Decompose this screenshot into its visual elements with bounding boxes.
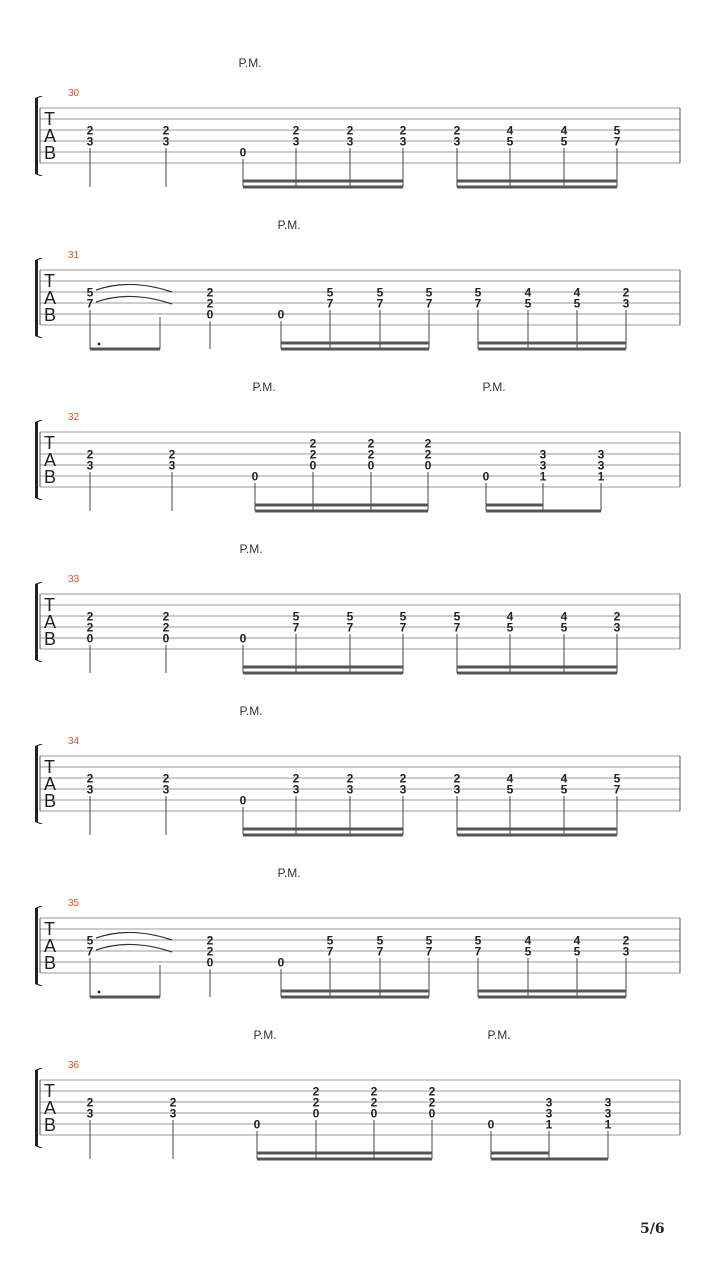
fret-number: 3	[604, 1095, 612, 1110]
fret-number: 3	[453, 134, 461, 149]
fret-number: 5	[524, 944, 532, 959]
tab-clef-letter: A	[44, 1098, 57, 1118]
fret-number: 3	[399, 782, 407, 797]
fret-number: 2	[86, 123, 94, 138]
fret-number: 7	[613, 782, 621, 797]
palm-mute-label: P.M.	[253, 1028, 277, 1042]
fret-number: 5	[474, 933, 482, 948]
tab-system	[35, 704, 680, 835]
fret-number: 3	[86, 782, 94, 797]
fret-number: 3	[545, 1106, 553, 1121]
fret-number: 0	[424, 458, 432, 473]
tab-system	[35, 542, 680, 673]
fret-number: 7	[86, 296, 94, 311]
fret-number: 4	[573, 285, 581, 300]
tab-clef-letter: B	[44, 791, 57, 811]
fret-number: 2	[86, 771, 94, 786]
fret-number: 2	[206, 285, 214, 300]
fret-number: 0	[162, 631, 170, 646]
tab-clef-letter: T	[44, 919, 55, 939]
palm-mute-label: P.M.	[487, 1028, 511, 1042]
tab-clef-letter: A	[44, 288, 57, 308]
fret-number: 7	[474, 296, 482, 311]
fret-number: 4	[524, 285, 532, 300]
palm-mute-label: P.M.	[239, 704, 263, 718]
fret-number: 3	[86, 458, 94, 473]
fret-number: 4	[506, 123, 514, 138]
tab-system	[35, 218, 680, 349]
tab-system	[35, 380, 680, 511]
tab-clef-letter: A	[44, 450, 57, 470]
fret-number: 5	[425, 285, 433, 300]
fret-number: 7	[399, 620, 407, 635]
fret-number: 0	[206, 955, 214, 970]
fret-number: 0	[86, 631, 94, 646]
fret-number: 2	[346, 771, 354, 786]
fret-number: 0	[428, 1106, 436, 1121]
fret-number: 7	[376, 296, 384, 311]
fret-number: 7	[346, 620, 354, 635]
fret-number: 5	[613, 123, 621, 138]
fret-number: 2	[453, 123, 461, 138]
fret-number: 0	[239, 631, 247, 646]
fret-number: 0	[370, 1106, 378, 1121]
fret-number: 0	[253, 1117, 261, 1132]
tab-clef-letter: B	[44, 1115, 57, 1135]
fret-number: 5	[573, 944, 581, 959]
fret-number: 4	[524, 933, 532, 948]
palm-mute-label: P.M.	[239, 542, 263, 556]
fret-number: 2	[453, 771, 461, 786]
fret-number: 7	[474, 944, 482, 959]
fret-number: 7	[326, 944, 334, 959]
fret-number: 5	[376, 285, 384, 300]
fret-number: 2	[206, 296, 214, 311]
fret-number: 0	[239, 145, 247, 160]
fret-number: 2	[86, 1095, 94, 1110]
slur	[96, 284, 172, 292]
fret-number: 2	[346, 123, 354, 138]
fret-number: 7	[376, 944, 384, 959]
fret-number: 2	[162, 609, 170, 624]
tab-clef-letter: T	[44, 109, 55, 129]
fret-number: 2	[162, 620, 170, 635]
fret-number: 2	[367, 436, 375, 451]
fret-number: 3	[539, 458, 547, 473]
fret-number: 5	[560, 620, 568, 635]
tab-clef-letter: T	[44, 757, 55, 777]
fret-number: 7	[453, 620, 461, 635]
fret-number: 5	[573, 296, 581, 311]
measure-number: 36	[68, 1060, 80, 1071]
fret-number: 2	[399, 771, 407, 786]
fret-number: 2	[370, 1095, 378, 1110]
measure-number: 34	[68, 736, 80, 747]
tab-clef-letter: A	[44, 774, 57, 794]
fret-number: 0	[206, 307, 214, 322]
fret-number: 3	[162, 782, 170, 797]
fret-number: 5	[524, 296, 532, 311]
fret-number: 0	[251, 469, 259, 484]
rhythm-dot	[98, 343, 101, 346]
fret-number: 3	[86, 1106, 94, 1121]
tab-clef-letter: T	[44, 433, 55, 453]
fret-number: 4	[573, 933, 581, 948]
fret-number: 1	[539, 469, 547, 484]
fret-number: 3	[622, 944, 630, 959]
page-number: 5/6	[640, 1221, 665, 1237]
tab-clef-letter: A	[44, 126, 57, 146]
palm-mute-label: P.M.	[277, 866, 301, 880]
fret-number: 2	[169, 1095, 177, 1110]
fret-number: 3	[162, 134, 170, 149]
fret-number: 3	[597, 447, 605, 462]
fret-number: 7	[326, 296, 334, 311]
fret-number: 2	[399, 123, 407, 138]
fret-number: 2	[428, 1084, 436, 1099]
fret-number: 2	[622, 933, 630, 948]
tab-clef-letter: A	[44, 936, 57, 956]
tab-clef-letter: T	[44, 271, 55, 291]
measure-number: 33	[68, 574, 80, 585]
fret-number: 1	[604, 1117, 612, 1132]
fret-number: 2	[312, 1084, 320, 1099]
tab-clef-letter: B	[44, 629, 57, 649]
fret-number: 2	[292, 771, 300, 786]
fret-number: 5	[86, 285, 94, 300]
fret-number: 2	[162, 771, 170, 786]
fret-number: 5	[346, 609, 354, 624]
fret-number: 3	[545, 1095, 553, 1110]
fret-number: 2	[424, 447, 432, 462]
fret-number: 0	[239, 793, 247, 808]
fret-number: 3	[597, 458, 605, 473]
fret-number: 5	[453, 609, 461, 624]
palm-mute-label: P.M.	[482, 380, 506, 394]
fret-number: 5	[376, 933, 384, 948]
fret-number: 2	[309, 447, 317, 462]
fret-number: 2	[424, 436, 432, 451]
fret-number: 2	[206, 933, 214, 948]
fret-number: 5	[86, 933, 94, 948]
fret-number: 5	[560, 134, 568, 149]
fret-number: 2	[86, 609, 94, 624]
fret-number: 3	[292, 134, 300, 149]
tab-clef-letter: B	[44, 143, 57, 163]
tab-clef-letter: A	[44, 612, 57, 632]
fret-number: 2	[367, 447, 375, 462]
palm-mute-label: P.M.	[238, 56, 262, 70]
rhythm-dot	[98, 991, 101, 994]
fret-number: 5	[474, 285, 482, 300]
fret-number: 2	[86, 447, 94, 462]
fret-number: 3	[453, 782, 461, 797]
fret-number: 2	[309, 436, 317, 451]
fret-number: 3	[539, 447, 547, 462]
fret-number: 3	[86, 134, 94, 149]
fret-number: 1	[545, 1117, 553, 1132]
palm-mute-label: P.M.	[277, 218, 301, 232]
tab-system	[35, 56, 680, 187]
fret-number: 3	[399, 134, 407, 149]
fret-number: 5	[425, 933, 433, 948]
measure-number: 31	[68, 250, 80, 261]
fret-number: 4	[560, 123, 568, 138]
fret-number: 4	[506, 771, 514, 786]
fret-number: 5	[326, 285, 334, 300]
tab-clef-letter: B	[44, 305, 57, 325]
fret-number: 7	[86, 944, 94, 959]
tab-clef-letter: B	[44, 953, 57, 973]
fret-number: 5	[506, 782, 514, 797]
fret-number: 5	[613, 771, 621, 786]
slur	[96, 932, 172, 940]
fret-number: 3	[346, 134, 354, 149]
fret-number: 1	[597, 469, 605, 484]
tab-system	[35, 1028, 680, 1159]
fret-number: 5	[292, 609, 300, 624]
fret-number: 7	[425, 944, 433, 959]
fret-number: 0	[312, 1106, 320, 1121]
fret-number: 3	[168, 458, 176, 473]
fret-number: 4	[560, 771, 568, 786]
fret-number: 3	[346, 782, 354, 797]
fret-number: 2	[613, 609, 621, 624]
fret-number: 5	[506, 134, 514, 149]
fret-number: 5	[506, 620, 514, 635]
fret-number: 2	[162, 123, 170, 138]
fret-number: 5	[560, 782, 568, 797]
fret-number: 0	[487, 1117, 495, 1132]
fret-number: 2	[206, 944, 214, 959]
fret-number: 0	[277, 307, 285, 322]
tab-clef-letter: T	[44, 595, 55, 615]
fret-number: 2	[428, 1095, 436, 1110]
fret-number: 3	[613, 620, 621, 635]
fret-number: 0	[277, 955, 285, 970]
fret-number: 2	[168, 447, 176, 462]
fret-number: 7	[613, 134, 621, 149]
fret-number: 0	[367, 458, 375, 473]
measure-number: 30	[68, 88, 80, 99]
fret-number: 7	[292, 620, 300, 635]
fret-number: 7	[425, 296, 433, 311]
fret-number: 3	[292, 782, 300, 797]
fret-number: 3	[622, 296, 630, 311]
fret-number: 3	[169, 1106, 177, 1121]
fret-number: 5	[326, 933, 334, 948]
measure-number: 32	[68, 412, 80, 423]
fret-number: 2	[622, 285, 630, 300]
tab-clef-letter: T	[44, 1081, 55, 1101]
fret-number: 0	[309, 458, 317, 473]
measure-number: 35	[68, 898, 80, 909]
tab-system	[35, 866, 680, 997]
palm-mute-label: P.M.	[252, 380, 276, 394]
tab-clef-letter: B	[44, 467, 57, 487]
fret-number: 3	[604, 1106, 612, 1121]
fret-number: 0	[482, 469, 490, 484]
fret-number: 5	[399, 609, 407, 624]
fret-number: 2	[312, 1095, 320, 1110]
fret-number: 4	[560, 609, 568, 624]
fret-number: 4	[506, 609, 514, 624]
fret-number: 2	[86, 620, 94, 635]
fret-number: 2	[292, 123, 300, 138]
fret-number: 2	[370, 1084, 378, 1099]
